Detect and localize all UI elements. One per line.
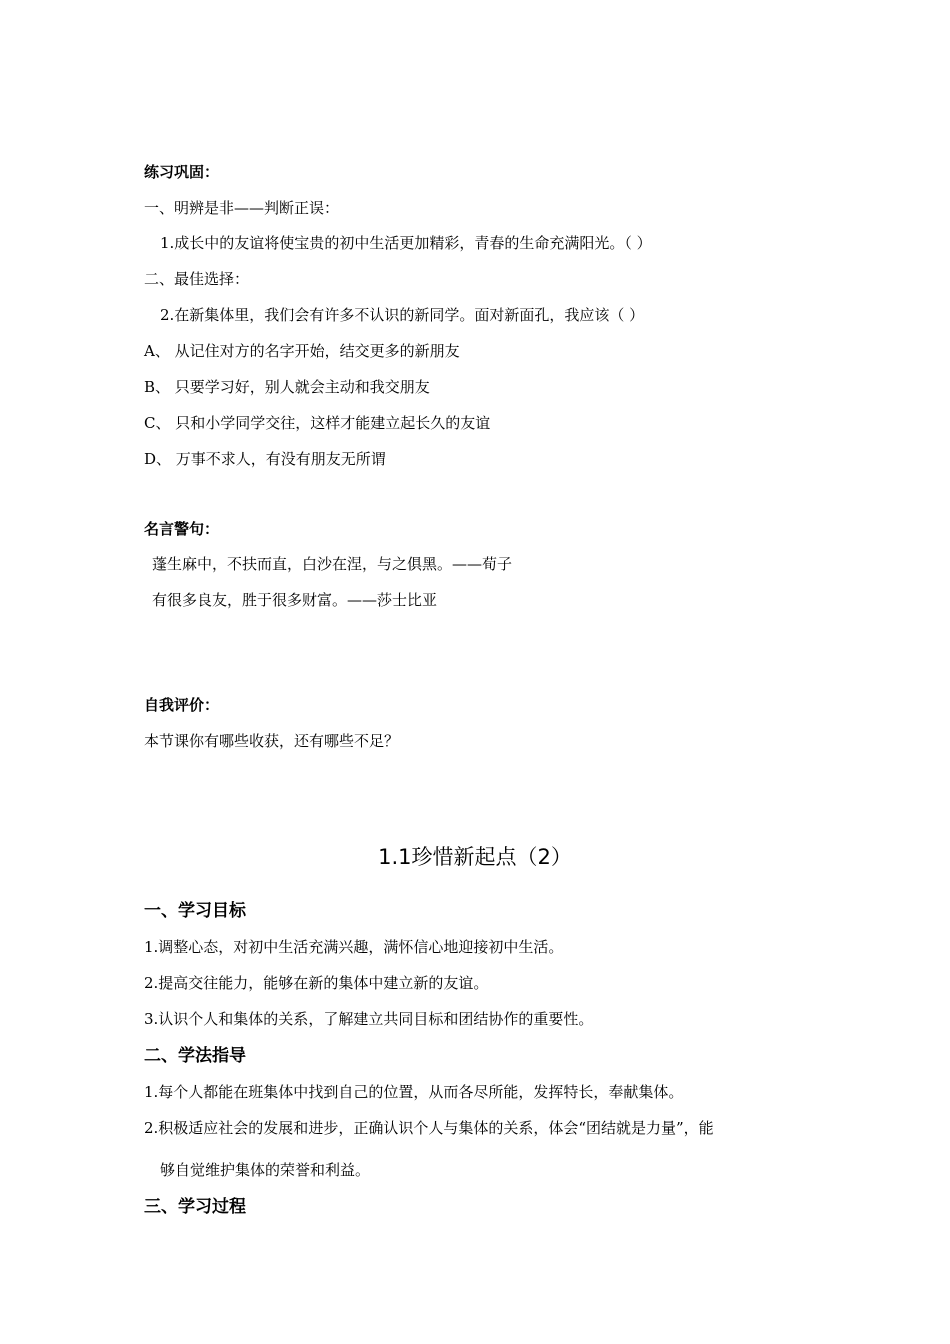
option-d: D、 万事不求人，有没有朋友无所谓 [144,450,386,468]
method-heading: 二、学法指导 [144,1046,246,1066]
option-b: B、 只要学习好，别人就会主动和我交朋友 [144,378,430,396]
question-1: 1.成长中的友谊将使宝贵的初中生活更加精彩，青春的生命充满阳光。（ ） [160,234,652,252]
self-eval-text: 本节课你有哪些收获，还有哪些不足？ [144,732,400,750]
option-a: A、 从记住对方的名字开始，结交更多的新朋友 [144,342,460,360]
quote-1: 蓬生麻中，不扶而直，白沙在涅，与之俱黑。——荀子 [152,555,513,573]
part2-title: 二、最佳选择： [144,270,250,288]
lesson-title: 1.1珍惜新起点（2） [378,845,572,869]
goal-2: 2.提高交往能力，能够在新的集体中建立新的友谊。 [144,974,489,992]
goal-1: 1.调整心态，对初中生活充满兴趣，满怀信心地迎接初中生活。 [144,938,564,956]
practice-heading: 练习巩固： [144,163,220,181]
method-2-line2: 够自觉维护集体的荣誉和利益。 [160,1161,371,1179]
option-c: C、 只和小学同学交往，这样才能建立起长久的友谊 [144,414,491,432]
goal-3: 3.认识个人和集体的关系，了解建立共同目标和团结协作的重要性。 [144,1010,594,1028]
method-1: 1.每个人都能在班集体中找到自己的位置，从而各尽所能，发挥特长，奉献集体。 [144,1083,684,1101]
quote-2: 有很多良友，胜于很多财富。——莎士比亚 [152,591,438,609]
question-2: 2.在新集体里，我们会有许多不认识的新同学。面对新面孔，我应该（ ） [160,306,645,324]
self-eval-heading: 自我评价： [144,696,220,714]
part1-title: 一、明辨是非——判断正误： [144,199,340,217]
goals-heading: 一、学习目标 [144,901,246,921]
quotes-heading: 名言警句： [144,520,220,538]
process-heading: 三、学习过程 [144,1197,246,1217]
method-2-line1: 2.积极适应社会的发展和进步，正确认识个人与集体的关系，体会“团结就是力量”，能 [144,1119,714,1137]
